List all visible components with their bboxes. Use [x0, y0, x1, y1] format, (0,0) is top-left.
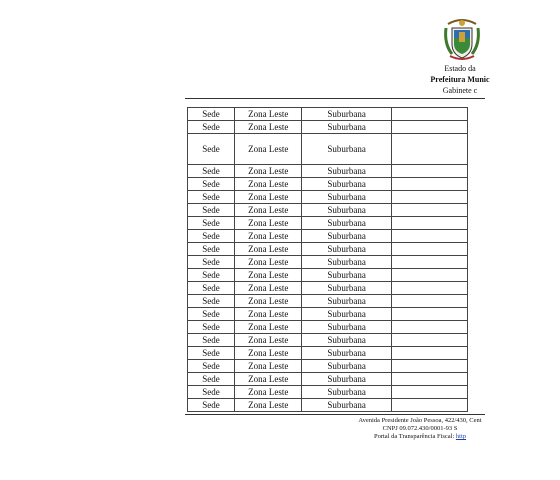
table-cell: Zona Leste	[235, 134, 302, 165]
table-cell: Sede	[188, 256, 235, 269]
footer-cnpj: CNPJ 09.072.430/0001-93 S	[382, 425, 458, 432]
table-cell: Zona Leste	[235, 269, 302, 282]
table-cell: Sede	[188, 399, 235, 412]
table-cell: Zona Leste	[235, 191, 302, 204]
table-cell	[391, 282, 467, 295]
table-cell: Sede	[188, 165, 235, 178]
table-cell: Zona Leste	[235, 243, 302, 256]
table-cell	[391, 217, 467, 230]
table-cell: Zona Leste	[235, 360, 302, 373]
table-row	[188, 360, 468, 373]
table-cell: Suburbana	[302, 399, 392, 412]
table-cell	[391, 191, 467, 204]
table-row	[188, 134, 468, 165]
table-cell: Sede	[188, 178, 235, 191]
table-row	[188, 334, 468, 347]
table-cell: Suburbana	[302, 373, 392, 386]
header-prefeitura: Prefeitura Munic	[430, 75, 490, 84]
table-cell	[391, 386, 467, 399]
table-cell: Suburbana	[302, 347, 392, 360]
table-row	[188, 282, 468, 295]
table-cell	[391, 399, 467, 412]
table-cell: Suburbana	[302, 360, 392, 373]
table-row	[188, 243, 468, 256]
table-row	[188, 386, 468, 399]
table-cell	[391, 230, 467, 243]
table-cell: Suburbana	[302, 308, 392, 321]
table-cell: Suburbana	[302, 178, 392, 191]
table-cell: Zona Leste	[235, 230, 302, 243]
table-cell: Sede	[188, 347, 235, 360]
table-row	[188, 191, 468, 204]
table-cell: Sede	[188, 282, 235, 295]
table-cell: Sede	[188, 321, 235, 334]
table-cell	[391, 134, 467, 165]
table-cell: Zona Leste	[235, 217, 302, 230]
table-cell: Suburbana	[302, 243, 392, 256]
table-row	[188, 230, 468, 243]
table-cell: Suburbana	[302, 256, 392, 269]
table-row	[188, 347, 468, 360]
table-row	[188, 256, 468, 269]
table-cell: Sede	[188, 108, 235, 121]
table-cell: Zona Leste	[235, 334, 302, 347]
table-cell: Sede	[188, 217, 235, 230]
table-row	[188, 217, 468, 230]
table-row	[188, 178, 468, 191]
table-cell	[391, 256, 467, 269]
table-cell: Suburbana	[302, 121, 392, 134]
table-cell: Suburbana	[302, 134, 392, 165]
data-table	[187, 107, 468, 412]
table-cell: Zona Leste	[235, 121, 302, 134]
table-cell: Sede	[188, 191, 235, 204]
table-cell: Zona Leste	[235, 178, 302, 191]
coat-of-arms-icon	[444, 18, 480, 62]
table-cell: Zona Leste	[235, 373, 302, 386]
table-cell	[391, 334, 467, 347]
table-cell: Sede	[188, 230, 235, 243]
table-row	[188, 269, 468, 282]
table-cell	[391, 165, 467, 178]
footer-divider	[185, 414, 485, 415]
table-row	[188, 165, 468, 178]
table-cell	[391, 178, 467, 191]
table-cell: Sede	[188, 334, 235, 347]
table-cell: Sede	[188, 121, 235, 134]
table-cell: Suburbana	[302, 334, 392, 347]
table-cell: Sede	[188, 386, 235, 399]
table-cell	[391, 295, 467, 308]
table-cell: Suburbana	[302, 191, 392, 204]
portal-link[interactable]: http	[455, 433, 467, 440]
table-cell: Zona Leste	[235, 256, 302, 269]
table-cell: Zona Leste	[235, 386, 302, 399]
table-cell	[391, 108, 467, 121]
table-cell: Suburbana	[302, 321, 392, 334]
table-cell: Suburbana	[302, 295, 392, 308]
table-cell: Suburbana	[302, 386, 392, 399]
table-cell: Sede	[188, 243, 235, 256]
table-cell: Sede	[188, 204, 235, 217]
table-row	[188, 121, 468, 134]
table-cell: Zona Leste	[235, 165, 302, 178]
table-cell: Sede	[188, 295, 235, 308]
table-row	[188, 108, 468, 121]
table-cell: Suburbana	[302, 217, 392, 230]
table-row	[188, 399, 468, 412]
header-gabinete: Gabinete c	[442, 86, 478, 95]
table-row	[188, 308, 468, 321]
table-cell: Zona Leste	[235, 321, 302, 334]
table-cell: Sede	[188, 269, 235, 282]
table-cell	[391, 204, 467, 217]
table-cell	[391, 321, 467, 334]
table-cell: Zona Leste	[235, 295, 302, 308]
table-cell: Zona Leste	[235, 108, 302, 121]
table-cell: Suburbana	[302, 108, 392, 121]
table-cell: Zona Leste	[235, 282, 302, 295]
table-cell: Zona Leste	[235, 204, 302, 217]
table-cell: Zona Leste	[235, 308, 302, 321]
table-cell: Suburbana	[302, 269, 392, 282]
table-row	[188, 295, 468, 308]
table-cell	[391, 347, 467, 360]
table-cell	[391, 121, 467, 134]
table-row	[188, 373, 468, 386]
table-row	[188, 204, 468, 217]
header-divider	[185, 98, 485, 99]
table-cell: Sede	[188, 360, 235, 373]
footer-address: Avenida Presidente João Pessoa, 422/430, Cent	[358, 417, 482, 424]
table-cell	[391, 308, 467, 321]
table-cell: Sede	[188, 134, 235, 165]
table-cell	[391, 373, 467, 386]
table-cell	[391, 243, 467, 256]
table-cell: Sede	[188, 308, 235, 321]
header-state: Estado da	[444, 64, 476, 73]
table-cell	[391, 360, 467, 373]
table-cell	[391, 269, 467, 282]
footer-portal	[320, 433, 520, 441]
table-cell: Suburbana	[302, 204, 392, 217]
table-cell: Suburbana	[302, 165, 392, 178]
table-cell: Zona Leste	[235, 347, 302, 360]
table-cell: Suburbana	[302, 282, 392, 295]
table-cell: Suburbana	[302, 230, 392, 243]
portal-label: Portal da Transparência Fiscal:	[373, 433, 455, 440]
table-row	[188, 321, 468, 334]
table-cell: Sede	[188, 373, 235, 386]
table-cell: Zona Leste	[235, 399, 302, 412]
